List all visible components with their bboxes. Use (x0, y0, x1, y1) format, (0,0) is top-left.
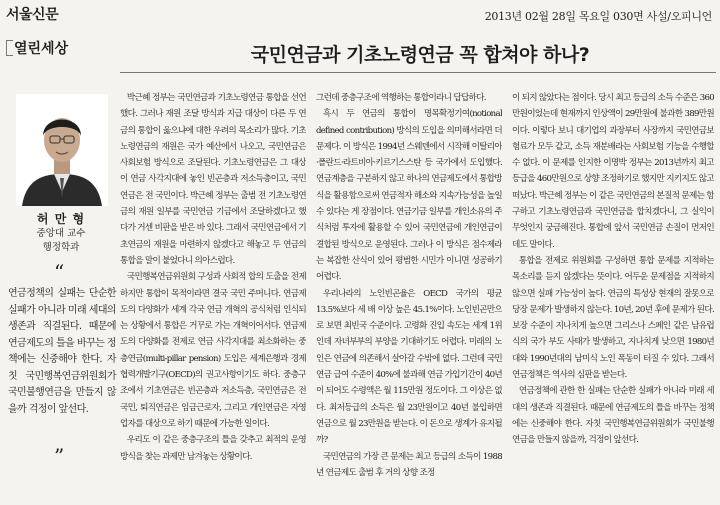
article-column-3 (512, 90, 714, 500)
paragraph: 연금정책에 관한 한 실패는 단순한 실패가 아니라 미래 세대의 생존과 직결된다. 때문에 연금제도의 틀을 바꾸는 정책에는 신중해야 한다. 자칫 국민행복연금위원회가 국민불행연금을 만들지 않을까, 걱정이 앞선다. (512, 386, 714, 446)
author-photo (16, 94, 108, 206)
dateline: 2013년 02월 28일 목요일 030면 사설/오피니언 (484, 10, 712, 23)
section-bracket-icon (6, 40, 13, 56)
paragraph: 우리나라의 노인빈곤율은 OECD 국가의 평균 13.5%보다 세 배 이상 높은 45.1%이다. 노인빈곤만으로 보면 최빈국 수준이다. 고령화 진입 속도는 세계 1위인데 자녀부부의 부양을 기대하기도 어렵다. 미래의 노인은 연금에 의존해서 살아갈 수밖에 없다. 그런데 국민연금 급여 수준이 40%에 불과해 연금 가입기간이 40년이 되어도 수령액은 월 115만원 정도이다. 그 이상은 없다. 최저등급의 소득은 월 23만원이고 40년 불입하면 연금으로 월 23만원을 받는다. 이 돈으로 생계가 유지될까? (316, 288, 502, 446)
paragraph: 이 되지 않았다는 점이다. 당시 최고 등급의 소득 수준은 360만원이었는데 현재까지 인상액이 29만원에 불과한 389만원이다. 이렇다 보니 대기업의 과장부터 사장까지 국민연금보험료가 모두 같고, 소득 재분배라는 사회보험 기능을 수행할 수 없다. 이 문제를 인지한 이명박 정부는 2013년까지 최고 등급을 460만원으로 상향 조정하기로 했지만 지키지도 않고 떠났다. 박근혜 정부는 이 같은 국민연금의 본질적 문제는 함구하고 기초노령연금과 국민연금을 합치겠다니, 그 실익이 무엇인지 궁금해진다. 통합에 앞서 국민연금 손질이 먼저인데도 말이다. (512, 93, 714, 250)
headline: 국민연금과 기초노령연금 꼭 합쳐야 하나? (250, 44, 590, 66)
headline-rule (120, 72, 716, 73)
paragraph: 흑시 두 연금의 통합이 명목확정기여(notional defined contribution) 방식의 도입을 의미해서라면 더 문제다. 이 방식은 1994년 스웨덴에서 시작해 이탈리아·폴란드·라트비아·키르기스스탄 등 국가에서 도입했다. 연금계층을 구분하지 않고 하나의 연금제도에서 통합방식을 활용함으로써 연금적자 해소와 지속가능성을 높일 수 있다는 게 장점이다. 연금기금 일부를 개인소유의 주식처럼 투자에 활용할 수 있어 국민연금에 개인연금이 결합된 방식으로 운영된다. 그러나 이 방식은 점수제라는 복잡한 산식이 있어 평범한 시민가 이니면 성공하기 어렵다. (316, 109, 502, 283)
paragraph: 그런데 중층구조에 역행하는 통합이라니 답답하다. (316, 93, 486, 103)
author-affiliation: 중앙대 교수 (36, 228, 86, 239)
quote-open-mark: “ (54, 260, 65, 284)
quote-close-mark: ” (54, 444, 65, 468)
paragraph: 통합을 전제로 위원회를 구성하면 통합 문제를 지적하는 목소리를 듣지 않겠다는 뜻이다. 어두운 문제점을 지적하지 않으면 실패 가능성이 높다. 연금의 특성상 현재의 잘못으로 당장 문제가 발생하지 않는다. 10년, 20년 후에 문제가 된다. 보장 수준이 지나치게 높으면 그리스나 스페인 같은 남유럽식의 국가 부도 사태가 발생하고, 지나치게 낮으면 1980년대와 1990년대의 남미식 노인 폭동이 터질 수 있다. 그래서 연금정책은 역사의 심판을 받는다. (512, 255, 714, 381)
paragraph: 우리도 이 같은 중층구조의 틀을 갖추고 최적의 운영방식을 찾는 과제만 남겨놓는 상황이다. (120, 435, 306, 462)
author-department: 행정학과 (42, 242, 80, 253)
pull-quote: 연금정책의 실패는 단순한 실패가 아니라 미래 세대의 생존과 직결된다. 때문에 연금제도의 틀을 바꾸는 정책에는 신중해야 한다. 자칫 국민행복연금위원회가 국민불행연금을 만들지 않을까 걱정이 앞선다. (8, 288, 116, 415)
author-name: 허 만 형 (36, 212, 86, 226)
article-column-2 (316, 90, 502, 500)
paragraph: 국민연금의 가장 큰 문제는 최고 등급의 소득이 1988년 연금제도 출범 후 거의 상향 조정 (316, 451, 502, 478)
masthead: 서울신문 (6, 7, 59, 23)
author-byline (6, 210, 116, 255)
paragraph: 국민행복연금위원회 구성과 사회적 합의 도출을 전제하지만 통합이 목적이라면 결국 국민 주머니다. 연금제도의 다양화가 세계 각국 연금 개혁의 공식처럼 인식되는 상황에서 통합은 거꾸로 가는 개혁이어서다. 연금제도의 다양화를 전제로 연금 사각지대를 최소화하는 중층연금(multi-pillar pension) 도입은 세계은행과 경제협력개발기구(OECD)의 권고사항이기도 하다. 중층구조에서 기초연금은 빈곤층과 저소득층, 국민연금은 전 국민, 퇴직연금은 임금근로자, 그리고 개인연금은 자영업자를 대상으로 하기 때문에 가능한 일이다. (120, 272, 306, 429)
paragraph: 박근혜 정부는 국민연금과 기초노령연금 통합을 선언했다. 그러나 재원 조달 방식과 지급 대상이 다른 두 연금의 통합이 옳으냐에 대한 우려의 목소리가 많다. 기초노령연금의 재원은 국가 예산에서 나오고, 국민연금은 사회보험 방식으로 조달된다. 기초노령연금은 그 대상이 연금 사각지대에 놓인 빈곤층과 저소득층이고, 국민연금은 전 국민이다. 박근혜 정부는 출범 전 기초노령연금의 재원 일부를 국민연금 기금에서 조달하겠다고 했다가 거센 비판을 받은 바 있다. 그래서 국민연금에서 기초연금의 재원을 마련하지 않겠다고 해놓고 두 연금의 통합을 말이 붙었다니 의아스럽다. (120, 93, 306, 266)
article-column-1 (120, 90, 306, 500)
section-label: 열린세상 (14, 41, 69, 57)
